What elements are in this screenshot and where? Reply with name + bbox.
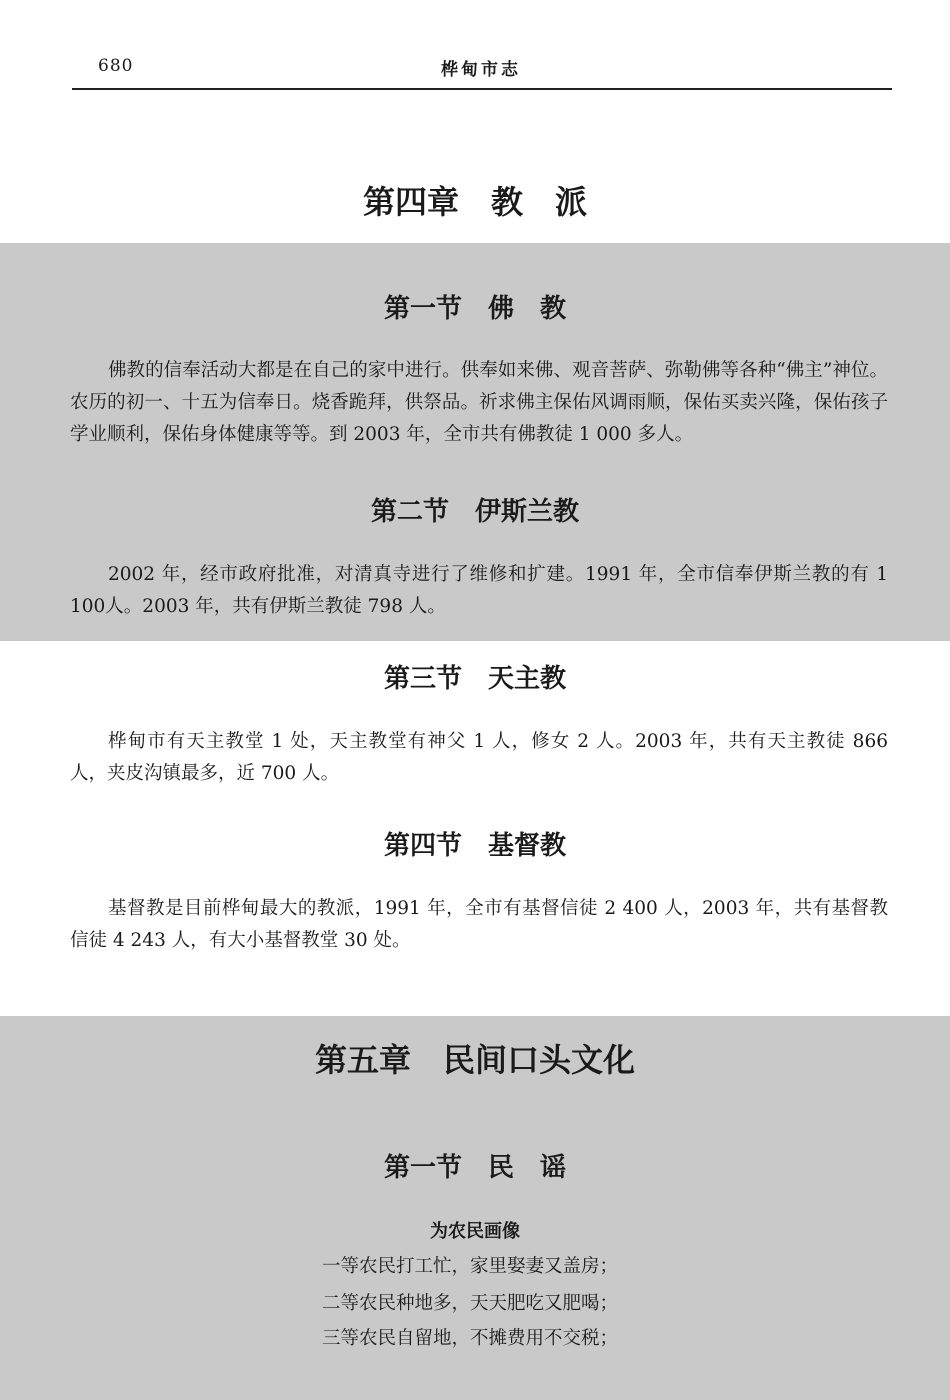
section-islam-text: 2002 年，经市政府批准，对清真寺进行了维修和扩建。1991 年，全市信奉伊斯兰教的有 1 100人。2003 年，共有伊斯兰教徒 798 人。 bbox=[70, 564, 888, 617]
poem-line: 三等农民自留地，不摊费用不交税； bbox=[322, 1328, 619, 1349]
section-catholicism-text: 桦甸市有天主教堂 1 处，天主教堂有神父 1 人，修女 2 人。2003 年，共有天主教徒 866 人，夹皮沟镇最多，近 700 人。 bbox=[70, 731, 888, 784]
poem-line: 一等农民打工忙，家里娶妻又盖房； bbox=[322, 1256, 619, 1277]
section-buddhism-title: 第一节 佛 教 bbox=[383, 294, 566, 324]
section-catholicism-title: 第三节 天主教 bbox=[383, 664, 566, 694]
section-folk-songs-title: 第一节 民 谣 bbox=[383, 1153, 566, 1183]
section-islam-title: 第二节 伊斯兰教 bbox=[370, 497, 579, 527]
header-rule bbox=[72, 88, 892, 90]
chapter-4-title: 第四章 教 派 bbox=[362, 183, 587, 221]
page-number: 680 bbox=[98, 56, 134, 76]
chapter-5-title: 第五章 民间口头文化 bbox=[314, 1041, 635, 1079]
running-header-title: 桦甸市志 bbox=[441, 60, 521, 80]
poem-line: 二等农民种地多，天天肥吃又肥喝； bbox=[322, 1293, 619, 1314]
poem-title: 为农民画像 bbox=[430, 1221, 520, 1242]
section-christianity-text: 基督教是目前桦甸最大的教派，1991 年，全市有基督信徒 2 400 人，2003 年，共有基督教信徒 4 243 人，有大小基督教堂 30 处。 bbox=[70, 898, 888, 951]
section-buddhism-text: 佛教的信奉活动大都是在自己的家中进行。供奉如来佛、观音菩萨、弥勒佛等各种“佛主”神位。农历的初一、十五为信奉日。烧香跪拜，供祭品。祈求佛主保佑风调雨顺，保佑买卖兴隆，保佑孩子学业顺利，保佑身体健康等等。到 2003 年，全市共有佛教徒 1 000 多人。 bbox=[70, 360, 888, 445]
section-christianity-title: 第四节 基督教 bbox=[383, 831, 566, 861]
